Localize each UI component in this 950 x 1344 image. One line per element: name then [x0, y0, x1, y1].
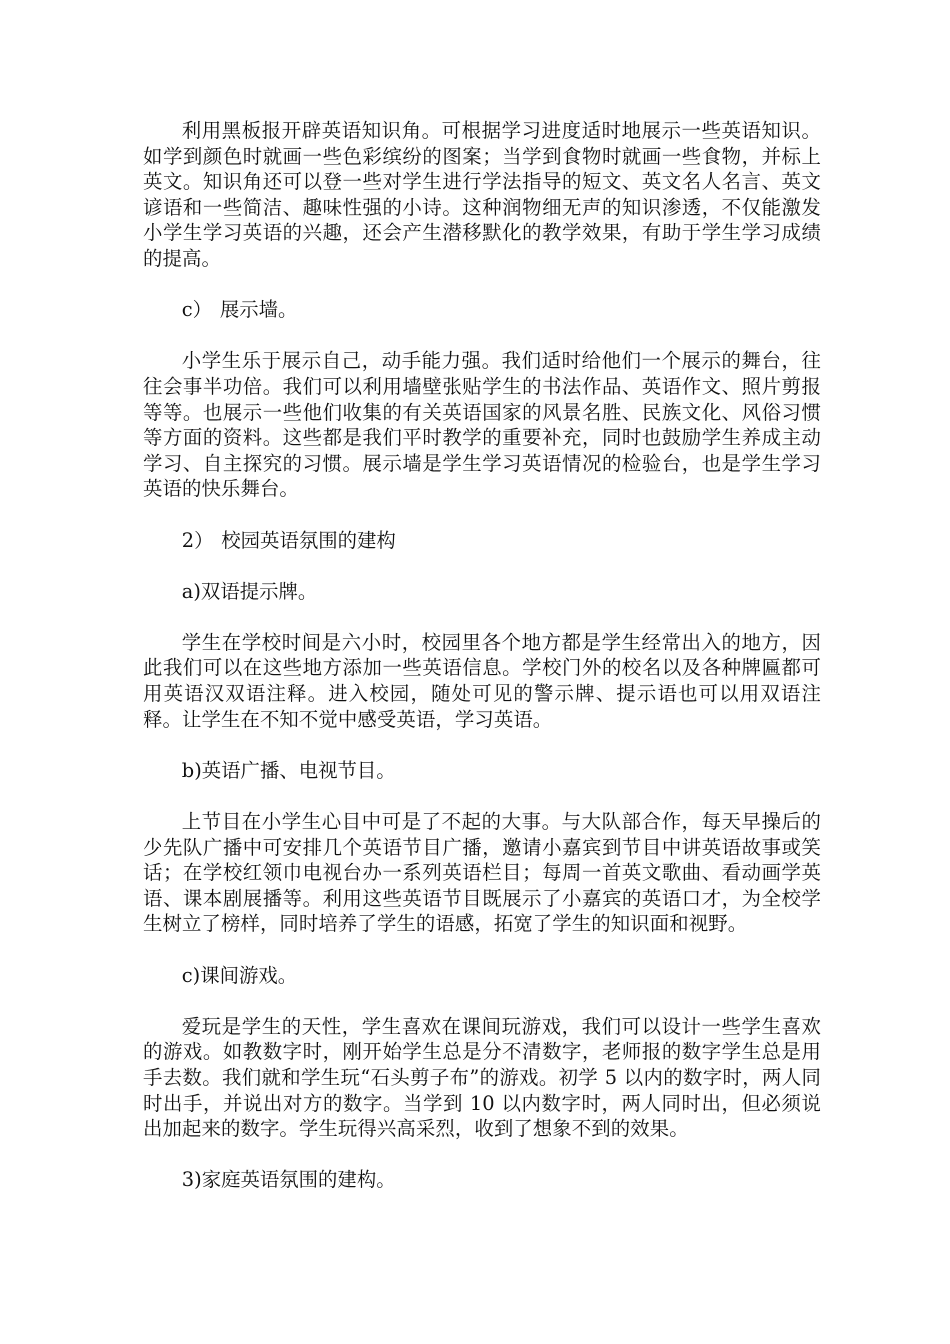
- heading-broadcast-tv: b)英语广播、电视节目。: [181, 758, 396, 782]
- heading-text: 展示墙。: [219, 298, 298, 322]
- heading-number: c）: [181, 298, 213, 322]
- paragraph-bilingual-signs: 学生在学校时间是六小时，校园里各个地方都是学生经常出入的地方，因此我们可以在这些地方添加一些英语信息。学校门外的校名以及各种牌匾都可用英语汉双语注释。进入校园，随处可见的警示牌、提示语也可以用双语注释。让学生在不知不觉中感受英语，学习英语。: [143, 630, 821, 731]
- paragraph-recess-games: 爱玩是学生的天性，学生喜欢在课间玩游戏，我们可以设计一些学生喜欢的游戏。如教数字时，刚开始学生总是分不清数字，老师报的数字学生总是用手去数。我们就和学生玩“石头剪子布”的游戏。初学 5 以内的数字时，两人同时出手，并说出对方的数字。当学到 10 以内数字时，两人同时出，但必须说出加起来的数字。学生玩得兴高采烈，收到了想象不到的效果。: [143, 1014, 821, 1141]
- heading-display-wall: [143, 297, 821, 323]
- paragraph-display-wall: 小学生乐于展示自己，动手能力强。我们适时给他们一个展示的舞台，往往会事半功倍。我们可以利用墙壁张贴学生的书法作品、英语作文、照片剪报等等。也展示一些他们收集的有关英语国家的风景名胜、民族文化、风俗习惯等方面的资料。这些都是我们平时教学的重要补充，同时也鼓励学生养成主动学习、自主探究的习惯。展示墙是学生学习英语情况的检验台，也是学生学习英语的快乐舞台。: [143, 349, 821, 501]
- paragraph-blackboard-corner: 利用黑板报开辟英语知识角。可根据学习进度适时地展示一些英语知识。如学到颜色时就画一些色彩缤纷的图案；当学到食物时就画一些食物，并标上英文。知识角还可以登一些对学生进行学法指导的短文、英文名人名言、英文谚语和一些简洁、趣味性强的小诗。这种润物细无声的知识渗透，不仅能激发小学生学习英语的兴趣，还会产生潜移默化的教学效果，有助于学生学习成绩的提高。: [143, 119, 821, 270]
- heading-recess-games: c)课间游戏。: [181, 963, 298, 987]
- heading-campus-atmosphere: [143, 528, 821, 554]
- document-page: [143, 118, 821, 1219]
- heading-number: 2）: [181, 528, 214, 552]
- heading-family-atmosphere: 3)家庭英语氛围的建构。: [181, 1168, 396, 1192]
- paragraph-broadcast-tv: 上节目在小学生心目中可是了不起的大事。与大队部合作，每天早操后的少先队广播中可安排几个英语节目广播，邀请小嘉宾到节目中讲英语故事或笑话；在学校红领巾电视台办一系列英语栏目；每周一首英文歌曲、看动画学英语、课本剧展播等。利用这些英语节目既展示了小嘉宾的英语口才，为全校学生树立了榜样，同时培养了学生的语感，拓宽了学生的知识面和视野。: [143, 810, 821, 936]
- heading-text: 校园英语氛围的建构: [221, 528, 396, 552]
- heading-bilingual-signs: a)双语提示牌。: [181, 579, 318, 603]
